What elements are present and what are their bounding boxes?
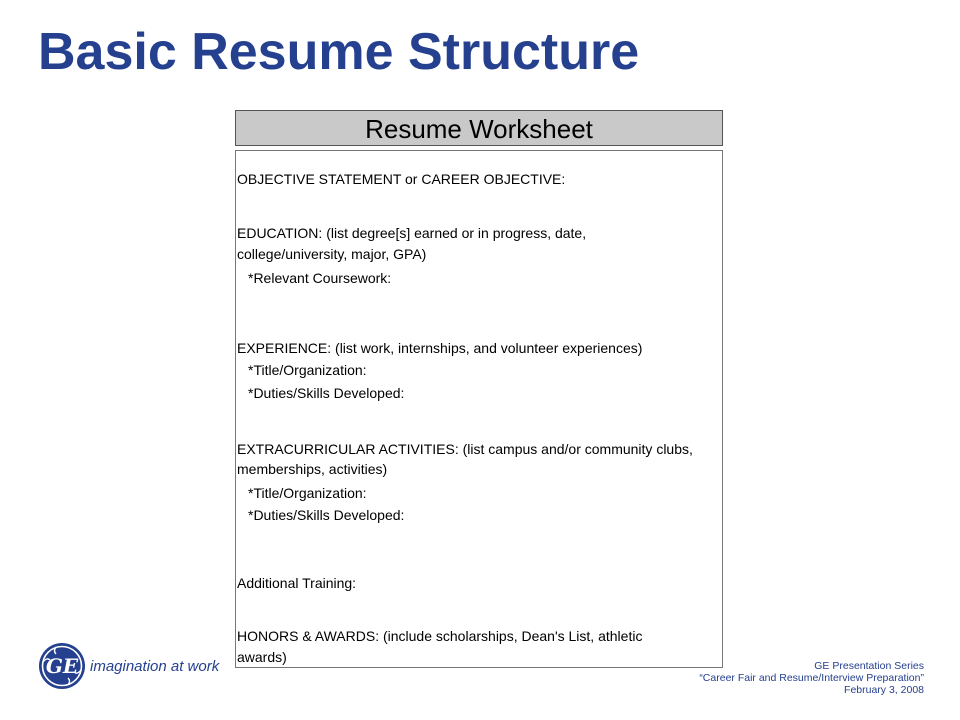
ge-logo xyxy=(38,642,238,690)
footer xyxy=(624,660,924,696)
worksheet-line-education: EDUCATION: (list degree[s] earned or in progress, date, xyxy=(237,225,587,241)
worksheet-line-honors: HONORS & AWARDS: (include scholarships, Dean's List, athletic xyxy=(237,628,643,644)
worksheet-line-training: Additional Training: xyxy=(237,575,357,591)
worksheet-line-coursework: *Relevant Coursework: xyxy=(248,270,392,286)
worksheet-line-objective: OBJECTIVE STATEMENT or CAREER OBJECTIVE: xyxy=(237,171,566,187)
slide-title: Basic Resume Structure xyxy=(38,23,640,81)
worksheet-line-education-cont: college/university, major, GPA) xyxy=(237,246,427,262)
footer-series: GE Presentation Series xyxy=(814,660,924,672)
footer-event: “Career Fair and Resume/Interview Preparation” xyxy=(699,672,924,684)
worksheet-body xyxy=(235,150,723,668)
worksheet-line-extra-title: *Title/Organization: xyxy=(248,485,367,501)
worksheet-line-extracurricular: EXTRACURRICULAR ACTIVITIES: (list campus and/or community clubs, xyxy=(237,441,693,457)
worksheet-line-honors-cont: awards) xyxy=(237,649,287,665)
footer-date: February 3, 2008 xyxy=(844,684,924,696)
tagline: imagination at work xyxy=(90,658,220,675)
worksheet-header-label: Resume Worksheet xyxy=(365,113,593,144)
ge-logo-text: GE xyxy=(45,654,79,678)
worksheet-line-experience: EXPERIENCE: (list work, internships, and volunteer experiences) xyxy=(237,340,643,356)
ge-monogram-icon xyxy=(38,642,86,690)
worksheet-line-extra-duties: *Duties/Skills Developed: xyxy=(248,507,405,523)
worksheet-line-exp-duties: *Duties/Skills Developed: xyxy=(248,385,405,401)
worksheet-header xyxy=(235,110,723,146)
worksheet-line-extracurricular-cont: memberships, activities) xyxy=(237,461,388,477)
worksheet-line-exp-title: *Title/Organization: xyxy=(248,362,367,378)
